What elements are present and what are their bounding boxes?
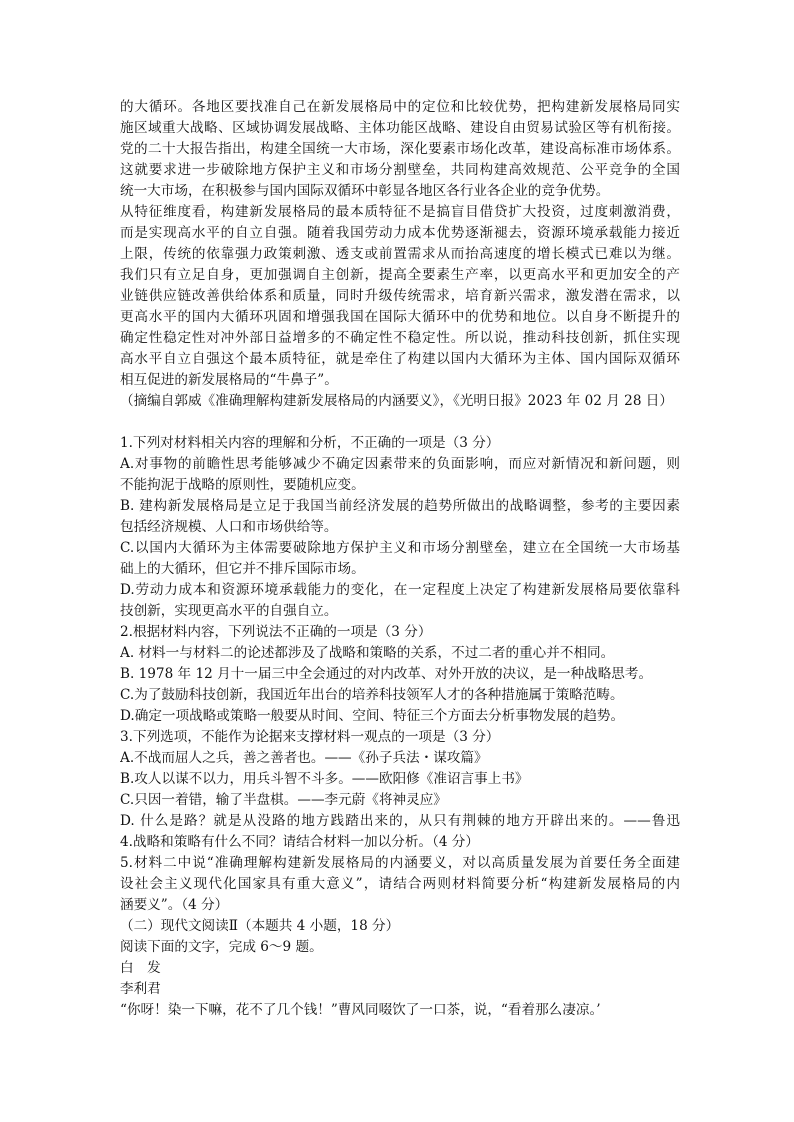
- question-line: 设社会主义现代化国家具有重大意义”，请结合两则材料简要分析“构建新发展格局的内: [120, 876, 680, 892]
- paragraph-1-line: 的大循环。各地区要找准自己在新发展格局中的定位和比较优势，把构建新发展格局同实: [120, 99, 680, 115]
- question-line: 5.材料二中说“准确理解构建新发展格局的内涵要义，对以高质量发展为首要任务全面建: [120, 855, 680, 871]
- question-line: 包括经济规模、人口和市场供给等。: [120, 519, 338, 535]
- question-line: B.攻人以谋不以力，用兵斗智不斗多。——欧阳修《准诏言事上书》: [120, 771, 529, 787]
- paragraph-2-line: 上限，传统的依靠强力政策刺激、透支或前置需求从而抬高速度的增长模式已难以为继。: [120, 246, 680, 262]
- source-citation: （摘编自郭威《准确理解构建新发展格局的内涵要义》，《光明日报》2023 年 02 月 28 日）: [120, 393, 673, 409]
- paragraph-2-line: 高水平自立自强这个最本质特征，就是牵住了构建以国内大循环为主体、国内国际双循环: [120, 351, 680, 367]
- question-line: A.对事物的前瞻性思考能够减少不确定因素带来的负面影响，而应对新情况和新问题，则: [120, 456, 680, 472]
- question-line: 3.下列选项，不能作为论据来支撑材料一观点的一项是（3 分）: [120, 729, 500, 745]
- question-line: B. 1978 年 12 月十一届三中全会通过的对内改革、对外开放的决议，是一种战略思考。: [120, 666, 653, 682]
- paragraph-2-line: 业链供应链改善供给体系和质量，同时升级传统需求，培育新兴需求，激发潜在需求，以: [120, 288, 680, 304]
- question-line: 2.根据材料内容，下列说法不正确的一项是（3 分）: [120, 624, 432, 640]
- question-line: A.不战而屈人之兵，善之善者也。——《孙子兵法・谋攻篇》: [120, 750, 488, 766]
- paragraph-1-line: 这就要求进一步破除地方保护主义和市场分割壁垒，共同构建高效规范、公平竞争的全国: [120, 162, 680, 178]
- question-line: D.劳动力成本和资源环境承载能力的变化，在一定程度上决定了构建新发展格局要依靠科: [120, 582, 680, 598]
- paragraph-2-line: 更高水平的国内大循环巩固和增强我国在国际大循环中的优势和地位。以自身不断提升的: [120, 309, 680, 325]
- question-line: C.只因一着错，输了半盘棋。——李元蔚《将神灵应》: [120, 792, 447, 808]
- paragraph-1-line: 党的二十大报告指出，构建全国统一大市场，深化要素市场化改革，建设高标准市场体系。: [120, 141, 680, 157]
- story-first-line: “你呀！染一下嘛，花不了几个钱！”曹风同啜饮了一口茶，说，“看着那么凄凉。’: [120, 1002, 601, 1018]
- paragraph-2-line: 相互促进的新发展格局的“牛鼻子”。: [120, 372, 338, 388]
- paragraph-2-line: 而是实现高水平的自立自强。随着我国劳动力成本优势逐渐褪去，资源环境承载能力接近: [120, 225, 680, 241]
- question-line: D.确定一项战略或策略一般要从时间、空间、特征三个方面去分析事物发展的趋势。: [120, 708, 625, 724]
- question-line: D. 什么是路？就是从没路的地方践踏出来的，从只有荆棘的地方开辟出来的。——鲁迅: [120, 813, 680, 829]
- question-line: 础上的大循环，但它并不排斥国际市场。: [120, 561, 365, 577]
- question-line: A. 材料一与材料二的论述都涉及了战略和策略的关系，不过二者的重心并不相同。: [120, 645, 615, 661]
- question-line: 技创新，实现更高水平的自强自立。: [120, 603, 338, 619]
- story-author: 李利君: [120, 981, 161, 997]
- question-line: C.以国内大循环为主体需要破除地方保护主义和市场分割壁垒，建立在全国统一大市场基: [120, 540, 680, 556]
- reading-instruction: 阅读下面的文字，完成 6～9 题。: [120, 939, 323, 955]
- story-title: 白 发: [120, 960, 161, 976]
- paragraph-2-line: 我们只有立足自身，更加强调自主创新，提高全要素生产率，以更高水平和更加安全的产: [120, 267, 680, 283]
- section-heading: （二）现代文阅读Ⅱ（本题共 4 小题，18 分）: [120, 918, 400, 934]
- question-line: 1.下列对材料相关内容的理解和分析，不正确的一项是（3 分）: [120, 435, 500, 451]
- paragraph-2-line: 确定性稳定性对冲外部日益增多的不确定性不稳定性。所以说，推动科技创新，抓住实现: [120, 330, 680, 346]
- paragraph-1-line: 统一大市场，在积极参与国内国际双循环中彰显各地区各行业各企业的竞争优势。: [120, 183, 610, 199]
- question-line: 4.战略和策略有什么不同？请结合材料一加以分析。（4 分）: [120, 834, 479, 850]
- question-line: 涵要义”。（4 分）: [120, 897, 229, 913]
- question-line: C.为了鼓励科技创新，我国近年出台的培养科技领军人才的各种措施属于策略范畴。: [120, 687, 624, 703]
- paragraph-1-line: 施区域重大战略、区域协调发展战略、主体功能区战略、建设自由贸易试验区等有机衔接。: [120, 120, 680, 136]
- paragraph-2-line: 从特征维度看，构建新发展格局的最本质特征不是搞盲目借贷扩大投资，过度刺激消费，: [120, 204, 680, 220]
- question-line: 不能拘泥于战略的原则性，要随机应变。: [120, 477, 365, 493]
- question-line: B. 建构新发展格局是立足于我国当前经济发展的趋势所做出的战略调整，参考的主要因素: [120, 498, 680, 514]
